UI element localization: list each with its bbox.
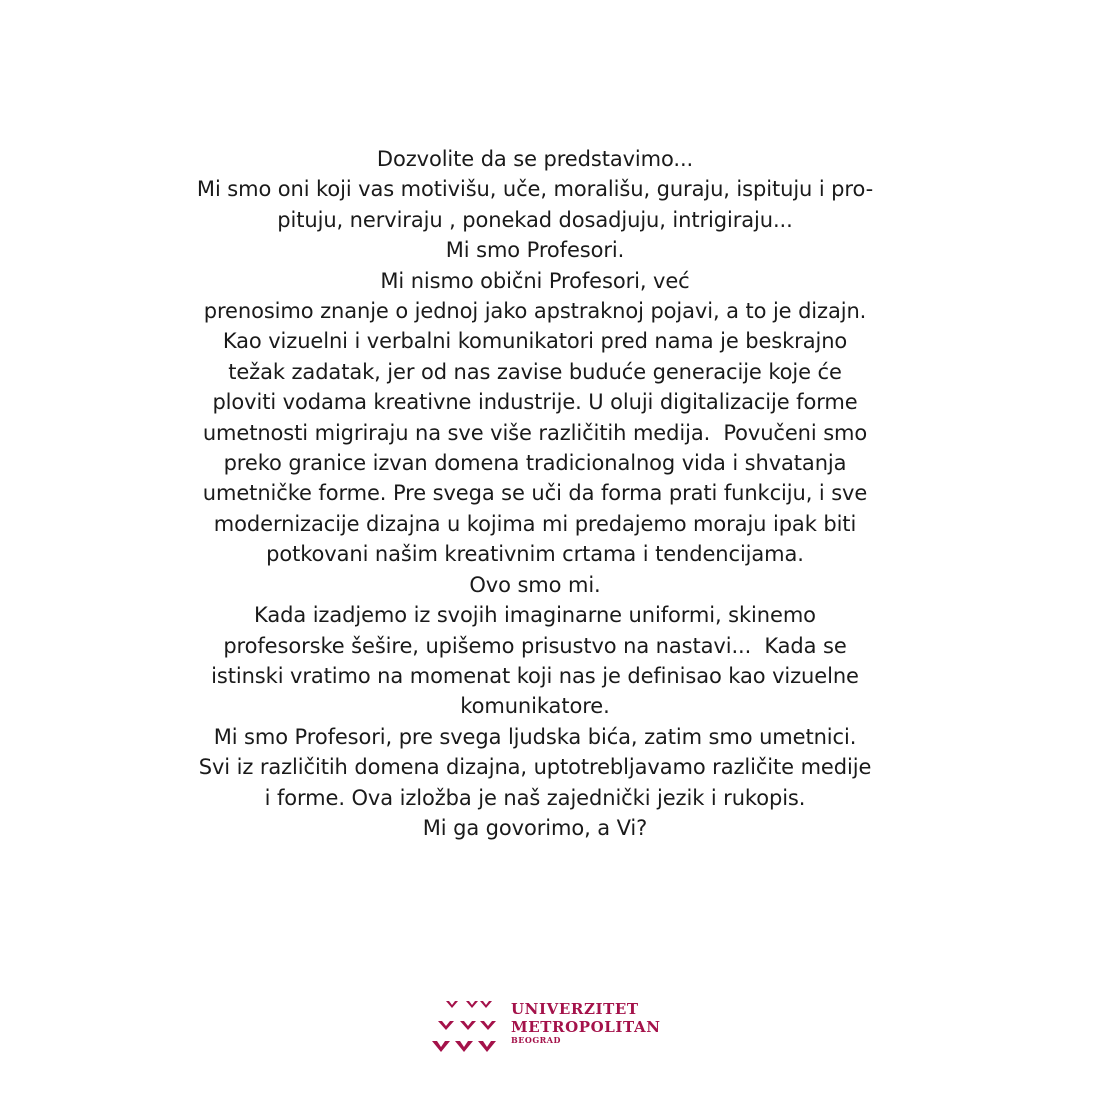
text-line: profesorske šešire, upišemo prisustvo na nastavi... Kada se bbox=[223, 633, 847, 658]
text-line: Dozvolite da se predstavimo... bbox=[376, 147, 694, 171]
text-line: prenosimo znanje o jednoj jako apstraknoj pojavi, a to je dizajn. bbox=[203, 299, 867, 324]
text-line: Kada izadjemo iz svojih imaginarne uniformi, skinemo bbox=[254, 603, 816, 628]
text-line: Mi smo oni koji vas motivišu, uče, morališu, guraju, ispituju i pro- bbox=[196, 177, 874, 202]
text-line: Ovo smo mi. bbox=[469, 572, 601, 597]
text-line: istinski vratimo na momenat koji nas je definisao kao vizuelne bbox=[211, 663, 859, 688]
logo-line-1: UNIVERZITET bbox=[511, 1000, 639, 1018]
text-line: Svi iz različitih domena dizajna, uptotrebljavamo različite medije bbox=[198, 755, 872, 780]
text-line: komunikatore. bbox=[460, 694, 610, 719]
text-line: Mi ga govorimo, a Vi? bbox=[422, 815, 648, 840]
text-line: umetnosti migriraju na sve više različitih medija. Povučeni smo bbox=[202, 420, 868, 445]
text-line: modernizacije dizajna u kojima mi predajemo moraju ipak biti bbox=[213, 511, 857, 536]
logo-line-3: BEOGRAD bbox=[511, 1035, 561, 1045]
text-line: Mi smo Profesori, pre svega ljudska bića, zatim smo umetnici. bbox=[213, 724, 857, 749]
text-line: Mi smo Profesori. bbox=[445, 238, 625, 263]
logo-line-2: METROPOLITAN bbox=[511, 1018, 661, 1036]
text-line: umetničke forme. Pre svega se uči da forma prati funkciju, i sve bbox=[202, 481, 868, 506]
text-line: preko granice izvan domena tradicionalnog vida i shvatanja bbox=[223, 451, 847, 476]
intro-text bbox=[0, 144, 1070, 843]
chevron-mark-icon bbox=[428, 997, 508, 1057]
text-line: potkovani našim kreativnim crtama i tendencijama. bbox=[266, 542, 804, 567]
text-line: ploviti vodama kreativne industrije. U oluji digitalizacije forme bbox=[212, 390, 858, 415]
text-line: Mi nismo obični Profesori, već bbox=[380, 268, 690, 293]
university-logo bbox=[428, 997, 668, 1057]
text-line: težak zadatak, jer od nas zavise buduće generacije koje će bbox=[228, 359, 842, 384]
text-line: Kao vizuelni i verbalni komunikatori pred nama je beskrajno bbox=[222, 329, 848, 354]
text-line: pituju, nerviraju , ponekad dosadjuju, intrigiraju... bbox=[277, 207, 793, 232]
text-line: i forme. Ova izložba je naš zajednički jezik i rukopis. bbox=[264, 785, 806, 810]
logo-wordmark bbox=[511, 1000, 661, 1045]
